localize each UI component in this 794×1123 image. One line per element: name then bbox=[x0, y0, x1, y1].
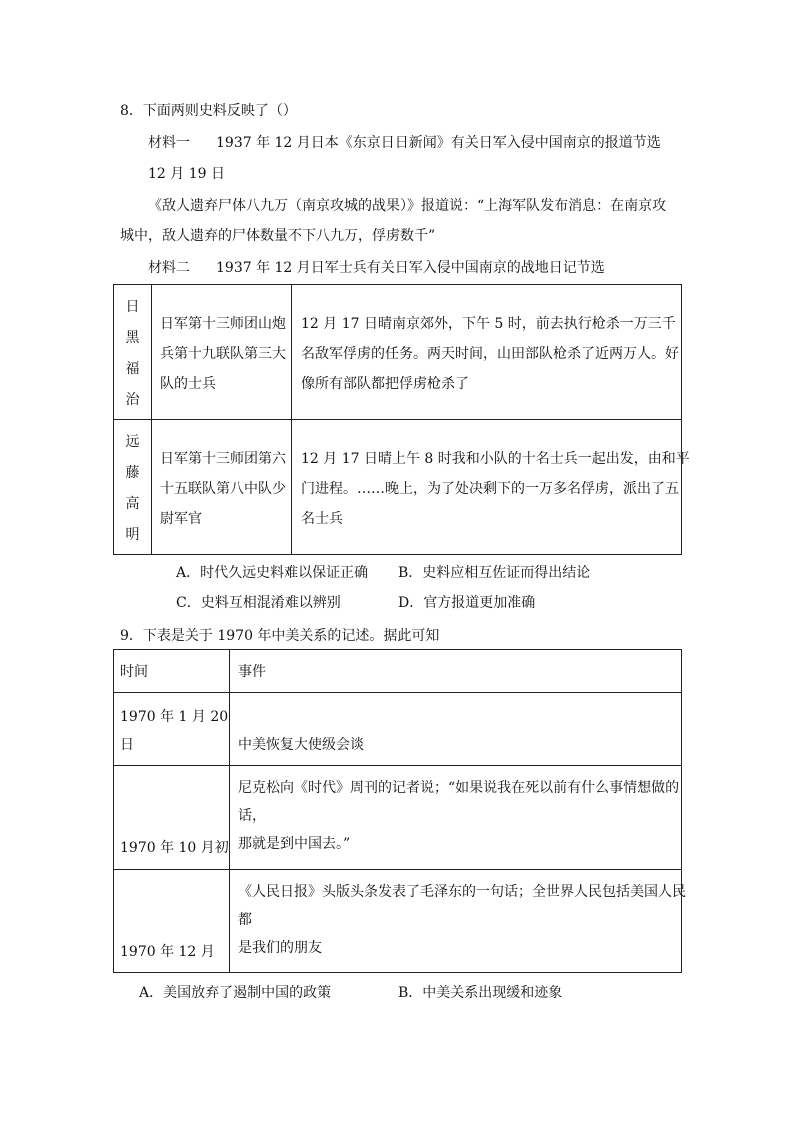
soldier-unit: 日军第十三师团山炮 兵第十九联队第三大 队的士兵 bbox=[152, 285, 292, 420]
row-event: 尼克松向《时代》周刊的记者说；“如果说我在死以前有什么事情想做的 话， 那就是到中国去。” bbox=[230, 766, 682, 870]
soldier-name: 日 黑 福 治 bbox=[114, 285, 152, 420]
table-header-row bbox=[114, 650, 682, 693]
row-time: 1970 年 10 月初 bbox=[114, 766, 230, 870]
row-time: 1970 年 1 月 20 日 bbox=[114, 693, 230, 766]
diary-table bbox=[113, 284, 690, 555]
soldier-unit: 日军第十三师团第六 十五联队第八中队少 尉军官 bbox=[152, 420, 292, 555]
material1-text-line2: 城中，敌人遗弃的尸体数量不下八九万，俘虏数千” bbox=[120, 228, 436, 244]
material1-title: 1937 年 12 月日本《东京日日新闻》有关日军入侵中国南京的报道节选 bbox=[216, 135, 661, 151]
material1-label: 材料一 bbox=[148, 135, 190, 151]
q8-stem: 8．下面两则史料反映了（） bbox=[120, 103, 297, 119]
table-row bbox=[114, 285, 682, 420]
q9-option-a[interactable]: A．美国放弃了遏制中国的政策 bbox=[139, 985, 332, 1001]
row-time: 1970 年 12 月 bbox=[114, 870, 230, 973]
diary-entry: 12 月 17 日晴上午 8 时我和小队的十名士兵一起出发，由和平 门进程。……晚上，为了处决剩下的一万多名俘虏，派出了五 名士兵 bbox=[292, 420, 682, 555]
material1-date: 12 月 19 日 bbox=[148, 166, 225, 182]
material1-text-line1: 《敌人遗弃尸体八九万（南京攻城的战果）》报道说：“上海军队发布消息：在南京攻 bbox=[148, 198, 667, 214]
q8-option-b[interactable]: B．史料应相互佐证而得出结论 bbox=[398, 565, 591, 581]
q8-material2-header bbox=[148, 258, 605, 278]
relations-table bbox=[113, 649, 686, 973]
q9-stem: 9．下表是关于 1970 年中美关系的记述。据此可知 bbox=[120, 628, 440, 644]
diary-entry: 12 月 17 日晴南京郊外，下午 5 时，前去执行枪杀一万三千 名敌军俘虏的任务。两天时间，山田部队枪杀了近两万人。好 像所有部队都把俘虏枪杀了 bbox=[292, 285, 682, 420]
q8-option-d[interactable]: D．官方报道更加准确 bbox=[398, 595, 536, 611]
q8-option-c[interactable]: C．史料互相混淆难以辨别 bbox=[176, 595, 341, 611]
q8-material1-header bbox=[148, 133, 661, 153]
q8-option-a[interactable]: A．时代久远史料难以保证正确 bbox=[176, 565, 369, 581]
header-event: 事件 bbox=[230, 650, 682, 693]
table-row bbox=[114, 870, 682, 973]
material2-label: 材料二 bbox=[148, 260, 190, 276]
material2-title: 1937 年 12 月日军士兵有关日军入侵中国南京的战地日记节选 bbox=[216, 260, 605, 276]
table-row bbox=[114, 693, 682, 766]
row-event: 《人民日报》头版头条发表了毛泽东的一句话；全世界人民包括美国人民 都 是我们的朋友 bbox=[230, 870, 682, 973]
table-row bbox=[114, 420, 682, 555]
table-row bbox=[114, 766, 682, 870]
q9-option-b[interactable]: B．中美关系出现缓和迹象 bbox=[398, 985, 563, 1001]
header-time: 时间 bbox=[114, 650, 230, 693]
soldier-name: 远 藤 高 明 bbox=[114, 420, 152, 555]
row-event: 中美恢复大使级会谈 bbox=[230, 693, 682, 766]
